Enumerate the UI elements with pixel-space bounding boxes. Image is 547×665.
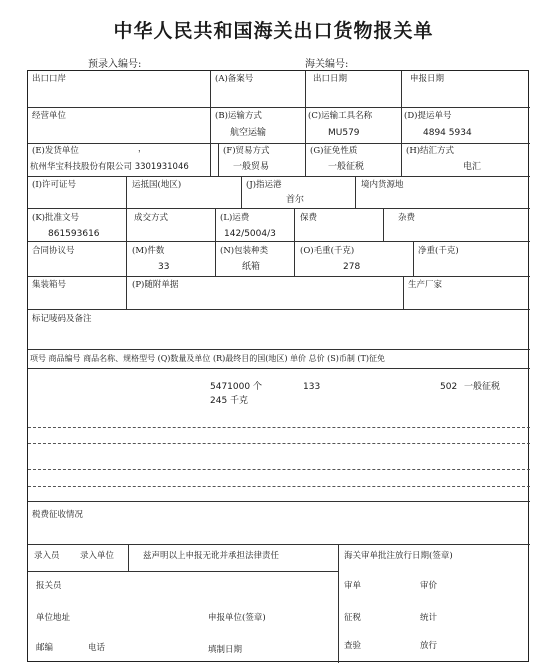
gross-weight-label: (O)毛重(千克) [300, 246, 355, 256]
postcode-label: 邮编 [36, 643, 54, 653]
freight-label: (L)运费 [220, 213, 250, 223]
license-label: (I)许可证号 [32, 180, 76, 190]
container-label: 集装箱号 [32, 280, 67, 290]
fill-date-label: 填制日期 [208, 645, 243, 655]
deal-mode-label: 成交方式 [134, 213, 169, 223]
docs-label: (P)随附单据 [132, 280, 179, 290]
insurance-label: 保费 [300, 213, 318, 223]
quantity-value: 5471000 个 [210, 382, 262, 392]
freight-value: 142/5004/3 [224, 229, 276, 239]
tax-label: 税费征收情况 [32, 510, 84, 520]
gross-weight-value: 278 [343, 262, 361, 272]
trade-mode-value: 一般贸易 [233, 162, 270, 172]
approval-no-value: 861593616 [48, 229, 100, 239]
settlement-label: (H)结汇方式 [406, 146, 455, 156]
declaration-statement: 兹声明以上申报无讹并承担法律责任 [143, 551, 280, 561]
phone-label: 电话 [88, 643, 106, 653]
consignor-label: (E)发货单位 [32, 146, 79, 156]
form-title: 中华人民共和国海关出口货物报关单 [113, 20, 434, 42]
approval-no-label: (K)批准文号 [32, 213, 79, 223]
transport-mode-label: (B)运输方式 [215, 111, 262, 121]
packing-label: (N)包装种类 [220, 246, 269, 256]
release-label: 放行 [420, 641, 438, 651]
declare-date-label: 申报日期 [410, 74, 445, 84]
misc-fee-label: 杂费 [398, 213, 416, 223]
levy-value: 一般征税 [464, 382, 501, 392]
dest-port-label: (J)指运港 [246, 180, 282, 190]
export-date-label: 出口日期 [313, 74, 348, 84]
transport-mode-value: 航空运输 [230, 128, 267, 138]
trade-mode-label: (F)贸易方式 [223, 146, 270, 156]
entry-clerk-label: 录入员 [34, 551, 60, 561]
total-price-value: 502 [440, 382, 458, 392]
bill-no-value: 4894 5934 [423, 128, 472, 138]
dest-country-label: 运抵国(地区) [132, 180, 182, 190]
pieces-value: 33 [158, 262, 170, 272]
customs-approval-label: 海关审单批注放行日期(签章) [344, 551, 453, 561]
net-weight-label: 净重(千克) [418, 246, 459, 256]
pieces-label: (M)件数 [132, 246, 165, 256]
declarant-label: 报关员 [36, 581, 62, 591]
declaration-form [27, 70, 529, 662]
levy-label: 征税 [344, 613, 362, 623]
export-port-label: 出口口岸 [32, 74, 67, 84]
vessel-name-value: MU579 [328, 128, 360, 138]
customs-no-label: 海关编号: [305, 59, 349, 70]
marks-label: 标记唛码及备注 [32, 314, 92, 324]
stats-label: 统计 [420, 613, 438, 623]
settlement-value: 电汇 [463, 162, 482, 172]
unit-price-value: 133 [303, 382, 321, 392]
bill-no-label: (D)提运单号 [404, 111, 452, 121]
levy-nature-label: (G)征免性质 [310, 146, 358, 156]
entry-unit-label: 录入单位 [80, 551, 115, 561]
dest-port-value: 首尔 [286, 195, 305, 205]
vessel-name-label: (C)运输工具名称 [308, 111, 373, 121]
unit-address-label: 单位地址 [36, 613, 71, 623]
goods-header: 项号 商品编号 商品名称、规格型号 (Q)数量及单位 (R)最终目的国(地区) 单价 总价 (S)币制 (T)征免 [30, 354, 385, 363]
operator-label: 经营单位 [32, 111, 67, 121]
record-no-label: (A)备案号 [215, 74, 254, 84]
consignor-value: 杭州华宝科技股份有限公司 3301931046 [30, 162, 189, 172]
consignor-mark: ， [138, 144, 147, 154]
contract-no-label: 合同协议号 [32, 246, 75, 256]
price-review-label: 审价 [420, 581, 438, 591]
review-label: 审单 [344, 581, 362, 591]
weight-value: 245 千克 [210, 396, 249, 406]
packing-value: 纸箱 [242, 262, 261, 272]
levy-nature-value: 一般征税 [328, 162, 365, 172]
pre-entry-label: 预录入编号: [88, 59, 142, 70]
manufacturer-label: 生产厂家 [408, 280, 443, 290]
source-place-label: 境内货源地 [361, 180, 404, 190]
inspect-label: 查验 [344, 641, 362, 651]
declaring-unit-label: 申报单位(签章) [208, 613, 266, 623]
